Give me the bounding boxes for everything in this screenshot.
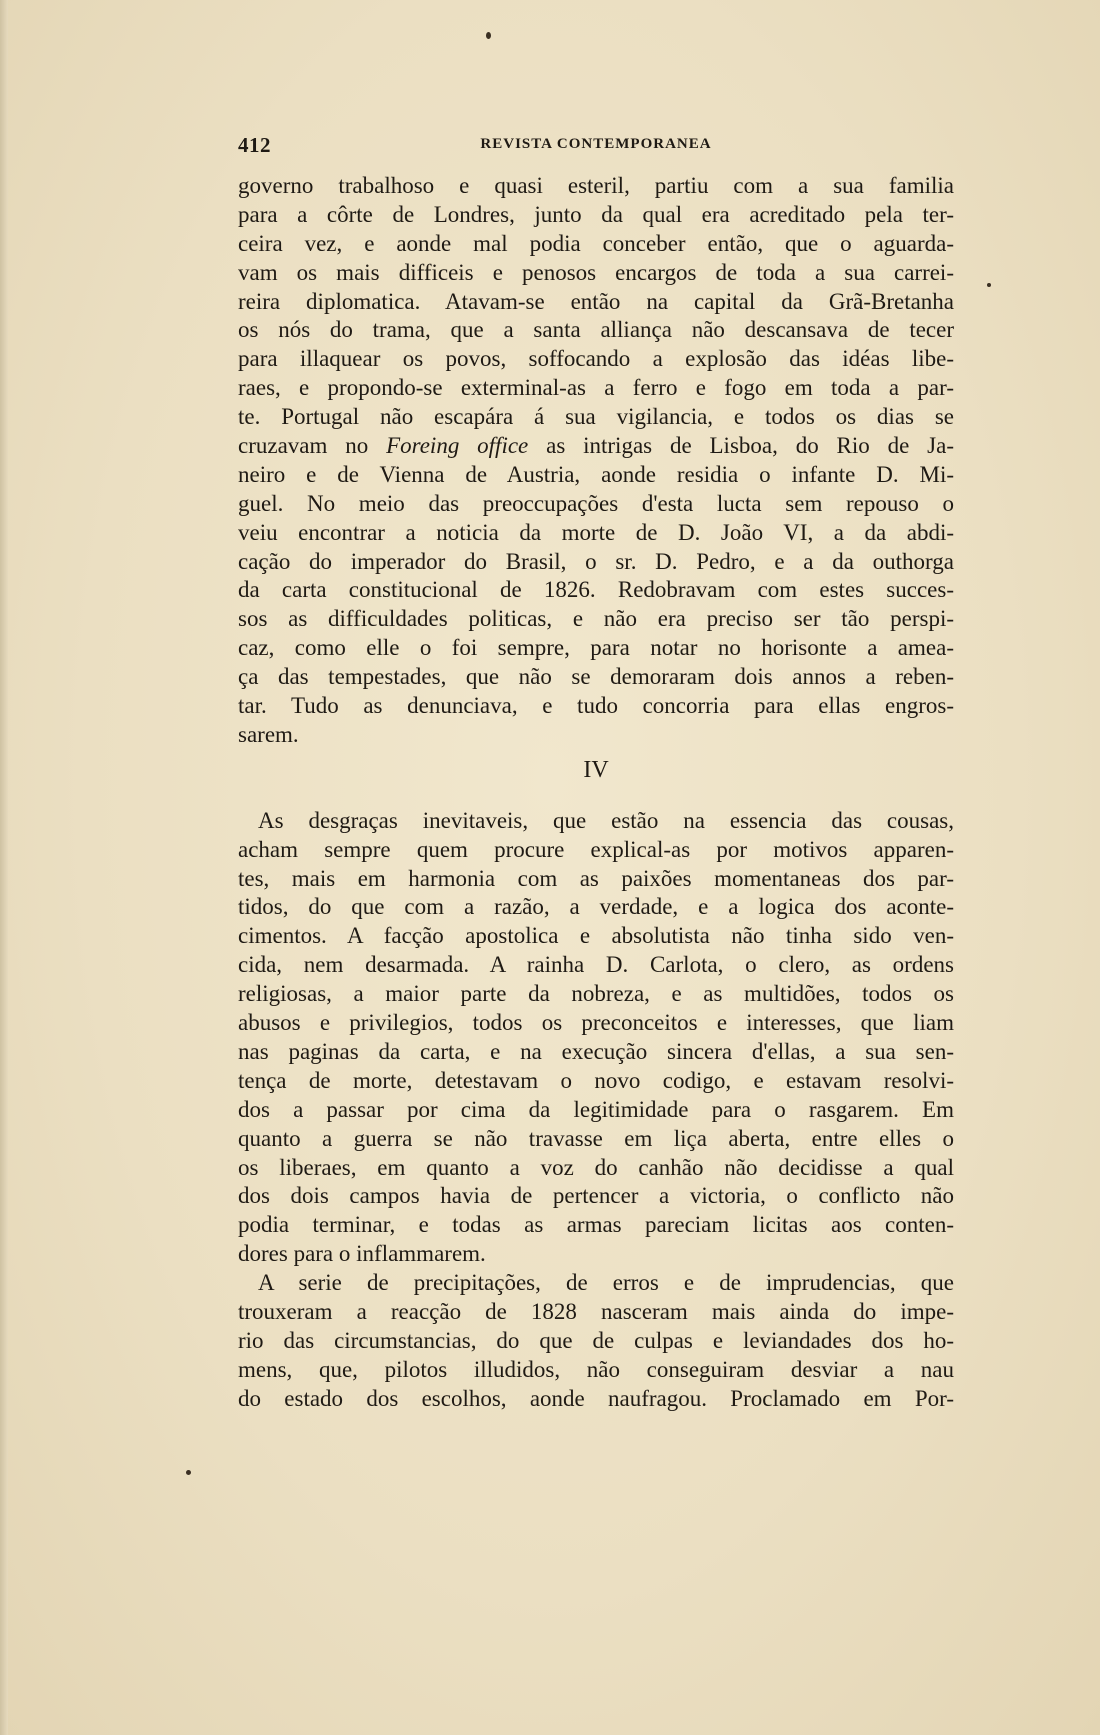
text-line: tença de morte, detestavam o novo codigo, e estavam resolvi- — [238, 1067, 954, 1093]
body-text — [238, 172, 954, 1414]
text-line: trouxeram a reacção de 1828 nasceram mais ainda do impe- — [238, 1298, 954, 1324]
text-line: abusos e privilegios, todos os preconceitos e interesses, que liam — [238, 1010, 954, 1036]
text-line: os liberaes, em quanto a voz do canhão não decidisse a qual — [238, 1154, 954, 1180]
text-line — [238, 432, 954, 461]
paragraph-3 — [238, 1269, 954, 1413]
text-line: guel. No meio das preoccupações d'esta lucta sem repouso o — [238, 490, 954, 516]
text-line: As desgraças inevitaveis, que estão na essencia das cousas, — [258, 807, 954, 833]
text-line: acham sempre quem procure explical-as por motivos apparen- — [238, 836, 954, 862]
text-line: nas paginas da carta, e na execução sincera d'ellas, a sua sen- — [238, 1038, 954, 1064]
text-line: dos a passar por cima da legitimidade para o rasgarem. Em — [238, 1096, 954, 1122]
page-edge-shadow — [0, 0, 8, 1735]
running-title: REVISTA CONTEMPORANEA — [480, 136, 712, 152]
paragraph-2 — [238, 807, 954, 1240]
text-line: reira diplomatica. Atavam-se então na capital da Grã-Bretanha — [238, 288, 954, 314]
text-line: os nós do trama, que a santa alliança não descansava de tecer — [238, 317, 954, 343]
text-line: veiu encontrar a noticia da morte de D. João VI, a da abdi- — [238, 519, 954, 545]
italic-text-run: Foreing office — [386, 433, 529, 459]
text-line: podia terminar, e todas as armas pareciam licitas aos conten- — [238, 1212, 954, 1238]
text-line: neiro e de Vienna de Austria, aonde residia o infante D. Mi- — [238, 461, 954, 487]
text-line: raes, e propondo-se exterminal-as a ferro e fogo em toda a par- — [238, 375, 954, 401]
text-line: ça das tempestades, que não se demoraram dois annos a reben- — [238, 664, 954, 690]
text-line: cida, nem desarmada. A rainha D. Carlota, o clero, as ordens — [238, 952, 954, 978]
text-line: quanto a guerra se não travasse em liça aberta, entre elles o — [238, 1125, 954, 1151]
ink-speck — [486, 32, 491, 39]
text-run: cruzavam no — [238, 433, 387, 459]
text-line: sarem. — [238, 721, 299, 747]
text-line: sos as difficuldades politicas, e não era preciso ser tão perspi- — [238, 606, 954, 632]
page-header — [238, 133, 954, 159]
text-line: governo trabalhoso e quasi esteril, partiu com a sua familia — [238, 173, 954, 198]
section-heading: IV — [583, 756, 609, 783]
text-line: vam os mais difficeis e penosos encargos de toda a sua carrei- — [238, 259, 954, 285]
text-line: caz, como elle o foi sempre, para notar no horisonte a amea- — [238, 635, 954, 661]
text-line: tar. Tudo as denunciava, e tudo concorria para ellas engros- — [238, 693, 954, 719]
paragraph-1 — [238, 172, 954, 432]
text-line: religiosas, a maior parte da nobreza, e as multidões, todos os — [238, 981, 954, 1007]
paragraph-1-continued — [238, 461, 954, 721]
ink-speck — [186, 1470, 191, 1475]
text-line: para illaquear os povos, soffocando a explosão das idéas libe- — [238, 346, 954, 372]
text-line: A serie de precipitações, de erros e de imprudencias, que — [258, 1270, 954, 1296]
text-line: mens, que, pilotos illudidos, não conseguiram desviar a nau — [238, 1356, 954, 1382]
text-line: te. Portugal não escapára á sua vigilancia, e todos os dias se — [238, 404, 954, 430]
text-line: tidos, do que com a razão, a verdade, e a logica dos aconte- — [238, 894, 954, 920]
text-run: as intrigas de Lisboa, do Rio de Ja- — [528, 433, 954, 459]
text-line: ceira vez, e aonde mal podia conceber então, que o aguarda- — [238, 230, 954, 256]
text-line: para a côrte de Londres, junto da qual era acreditado pela ter- — [238, 201, 954, 227]
page-number: 412 — [238, 133, 271, 157]
text-line: do estado dos escolhos, aonde naufragou. Proclamado em Por- — [238, 1385, 954, 1411]
ink-speck — [987, 283, 991, 287]
text-line: dos dois campos havia de pertencer a victoria, o conflicto não — [238, 1183, 954, 1209]
text-line: cação do imperador do Brasil, o sr. D. Pedro, e a da outhorga — [238, 548, 954, 574]
text-line: cimentos. A facção apostolica e absolutista não tinha sido ven- — [238, 923, 954, 949]
text-line: da carta constitucional de 1826. Redobravam com estes succes- — [238, 577, 954, 603]
text-line: rio das circumstancias, do que de culpas e leviandades dos ho- — [238, 1327, 954, 1353]
text-line: tes, mais em harmonia com as paixões momentaneas dos par- — [238, 865, 954, 891]
text-line: dores para o inflammarem. — [238, 1241, 486, 1267]
